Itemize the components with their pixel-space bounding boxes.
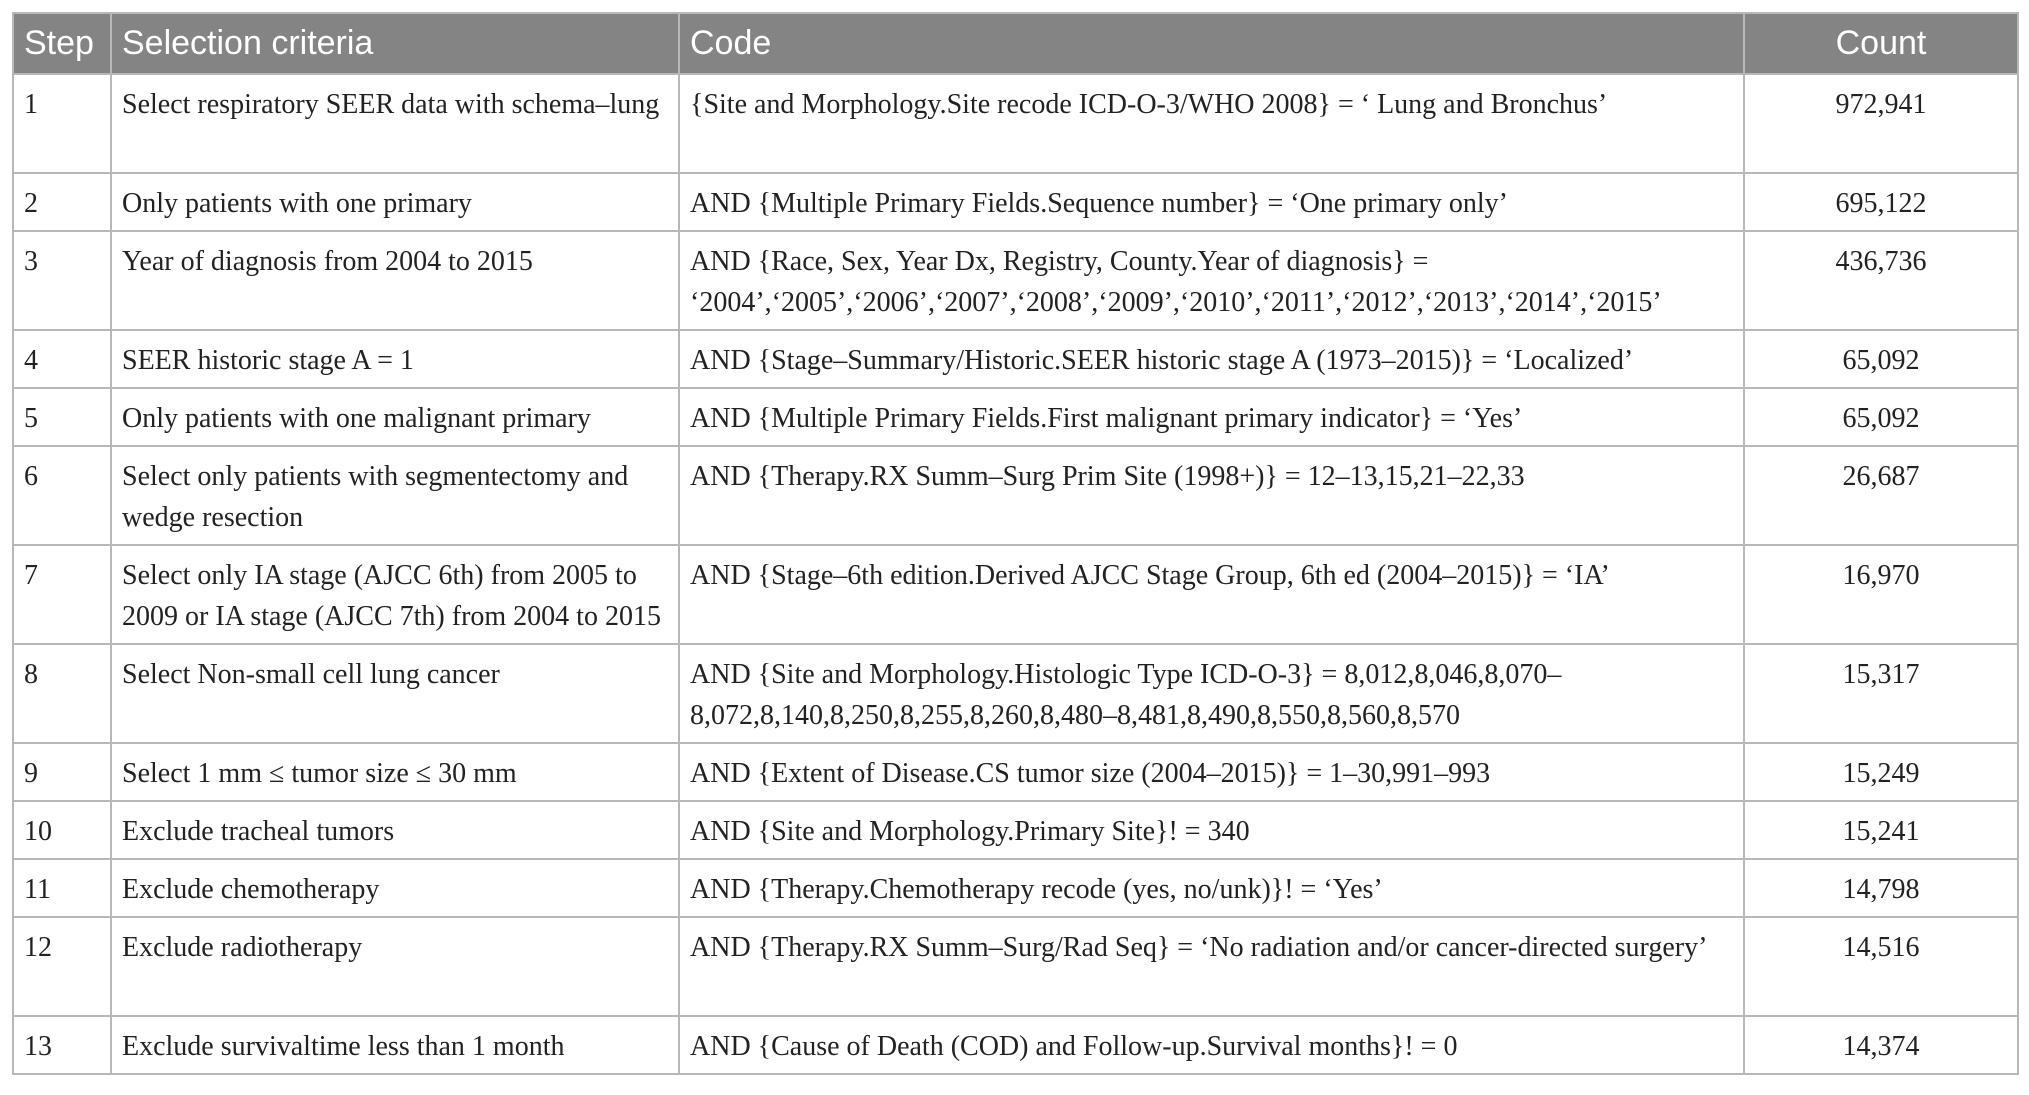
table-row xyxy=(13,644,2018,743)
count-cell: 972,941 xyxy=(1744,74,2018,173)
header-selection-criteria: Selection criteria xyxy=(111,13,679,74)
code-cell: AND {Cause of Death (COD) and Follow-up.Survival months}! = 0 xyxy=(679,1016,1744,1074)
table-row xyxy=(13,545,2018,644)
table-row xyxy=(13,743,2018,801)
code-cell: AND {Stage–Summary/Historic.SEER historic stage A (1973–2015)} = ‘Localized’ xyxy=(679,330,1744,388)
code-cell: {Site and Morphology.Site recode ICD-O-3/WHO 2008} = ‘ Lung and Bronchus’ xyxy=(679,74,1744,173)
code-cell: AND {Therapy.RX Summ–Surg Prim Site (1998+)} = 12–13,15,21–22,33 xyxy=(679,446,1744,545)
table-row xyxy=(13,1016,2018,1074)
step-cell: 5 xyxy=(13,388,111,446)
count-cell: 695,122 xyxy=(1744,173,2018,231)
criteria-cell: Select 1 mm ≤ tumor size ≤ 30 mm xyxy=(111,743,679,801)
code-cell: AND {Race, Sex, Year Dx, Registry, County.Year of diagnosis} = ‘2004’,‘2005’,‘2006’,‘2007’,‘2008’,‘2009’,‘2010’,‘2011’,‘2012’,‘2013’,‘2014’,‘2015’ xyxy=(679,231,1744,330)
table-row xyxy=(13,74,2018,173)
step-cell: 10 xyxy=(13,801,111,859)
table-row xyxy=(13,173,2018,231)
step-cell: 8 xyxy=(13,644,111,743)
code-cell: AND {Site and Morphology.Histologic Type ICD-O-3} = 8,012,8,046,8,070–8,072,8,140,8,250,8,255,8,260,8,480–8,481,8,490,8,550,8,560,8,570 xyxy=(679,644,1744,743)
step-cell: 2 xyxy=(13,173,111,231)
criteria-cell: Year of diagnosis from 2004 to 2015 xyxy=(111,231,679,330)
table-row xyxy=(13,330,2018,388)
code-cell: AND {Extent of Disease.CS tumor size (2004–2015)} = 1–30,991–993 xyxy=(679,743,1744,801)
step-cell: 11 xyxy=(13,859,111,917)
step-cell: 7 xyxy=(13,545,111,644)
code-cell: AND {Therapy.Chemotherapy recode (yes, no/unk)}! = ‘Yes’ xyxy=(679,859,1744,917)
step-cell: 6 xyxy=(13,446,111,545)
criteria-cell: Select only IA stage (AJCC 6th) from 2005 to 2009 or IA stage (AJCC 7th) from 2004 to 2015 xyxy=(111,545,679,644)
table-header-row xyxy=(13,13,2018,74)
selection-criteria-table xyxy=(12,12,2019,1075)
table-row xyxy=(13,801,2018,859)
header-count: Count xyxy=(1744,13,2018,74)
count-cell: 26,687 xyxy=(1744,446,2018,545)
header-code: Code xyxy=(679,13,1744,74)
count-cell: 16,970 xyxy=(1744,545,2018,644)
count-cell: 14,374 xyxy=(1744,1016,2018,1074)
table-row xyxy=(13,446,2018,545)
step-cell: 3 xyxy=(13,231,111,330)
criteria-cell: Exclude survivaltime less than 1 month xyxy=(111,1016,679,1074)
table-row xyxy=(13,917,2018,1016)
criteria-cell: Exclude chemotherapy xyxy=(111,859,679,917)
count-cell: 65,092 xyxy=(1744,388,2018,446)
header-step: Step xyxy=(13,13,111,74)
count-cell: 15,317 xyxy=(1744,644,2018,743)
criteria-cell: Select Non-small cell lung cancer xyxy=(111,644,679,743)
count-cell: 15,241 xyxy=(1744,801,2018,859)
criteria-cell: Exclude tracheal tumors xyxy=(111,801,679,859)
count-cell: 65,092 xyxy=(1744,330,2018,388)
count-cell: 14,516 xyxy=(1744,917,2018,1016)
step-cell: 13 xyxy=(13,1016,111,1074)
table-row xyxy=(13,231,2018,330)
criteria-cell: Only patients with one primary xyxy=(111,173,679,231)
criteria-cell: SEER historic stage A = 1 xyxy=(111,330,679,388)
count-cell: 14,798 xyxy=(1744,859,2018,917)
table-row xyxy=(13,859,2018,917)
step-cell: 1 xyxy=(13,74,111,173)
code-cell: AND {Therapy.RX Summ–Surg/Rad Seq} = ‘No radiation and/or cancer-directed surgery’ xyxy=(679,917,1744,1016)
code-cell: AND {Site and Morphology.Primary Site}! = 340 xyxy=(679,801,1744,859)
code-cell: AND {Multiple Primary Fields.First malignant primary indicator} = ‘Yes’ xyxy=(679,388,1744,446)
table-row xyxy=(13,388,2018,446)
count-cell: 436,736 xyxy=(1744,231,2018,330)
step-cell: 12 xyxy=(13,917,111,1016)
criteria-cell: Only patients with one malignant primary xyxy=(111,388,679,446)
criteria-cell: Select only patients with segmentectomy and wedge resection xyxy=(111,446,679,545)
step-cell: 9 xyxy=(13,743,111,801)
count-cell: 15,249 xyxy=(1744,743,2018,801)
code-cell: AND {Stage–6th edition.Derived AJCC Stage Group, 6th ed (2004–2015)} = ‘IA’ xyxy=(679,545,1744,644)
criteria-cell: Exclude radiotherapy xyxy=(111,917,679,1016)
code-cell: AND {Multiple Primary Fields.Sequence number} = ‘One primary only’ xyxy=(679,173,1744,231)
criteria-cell: Select respiratory SEER data with schema–lung xyxy=(111,74,679,173)
step-cell: 4 xyxy=(13,330,111,388)
